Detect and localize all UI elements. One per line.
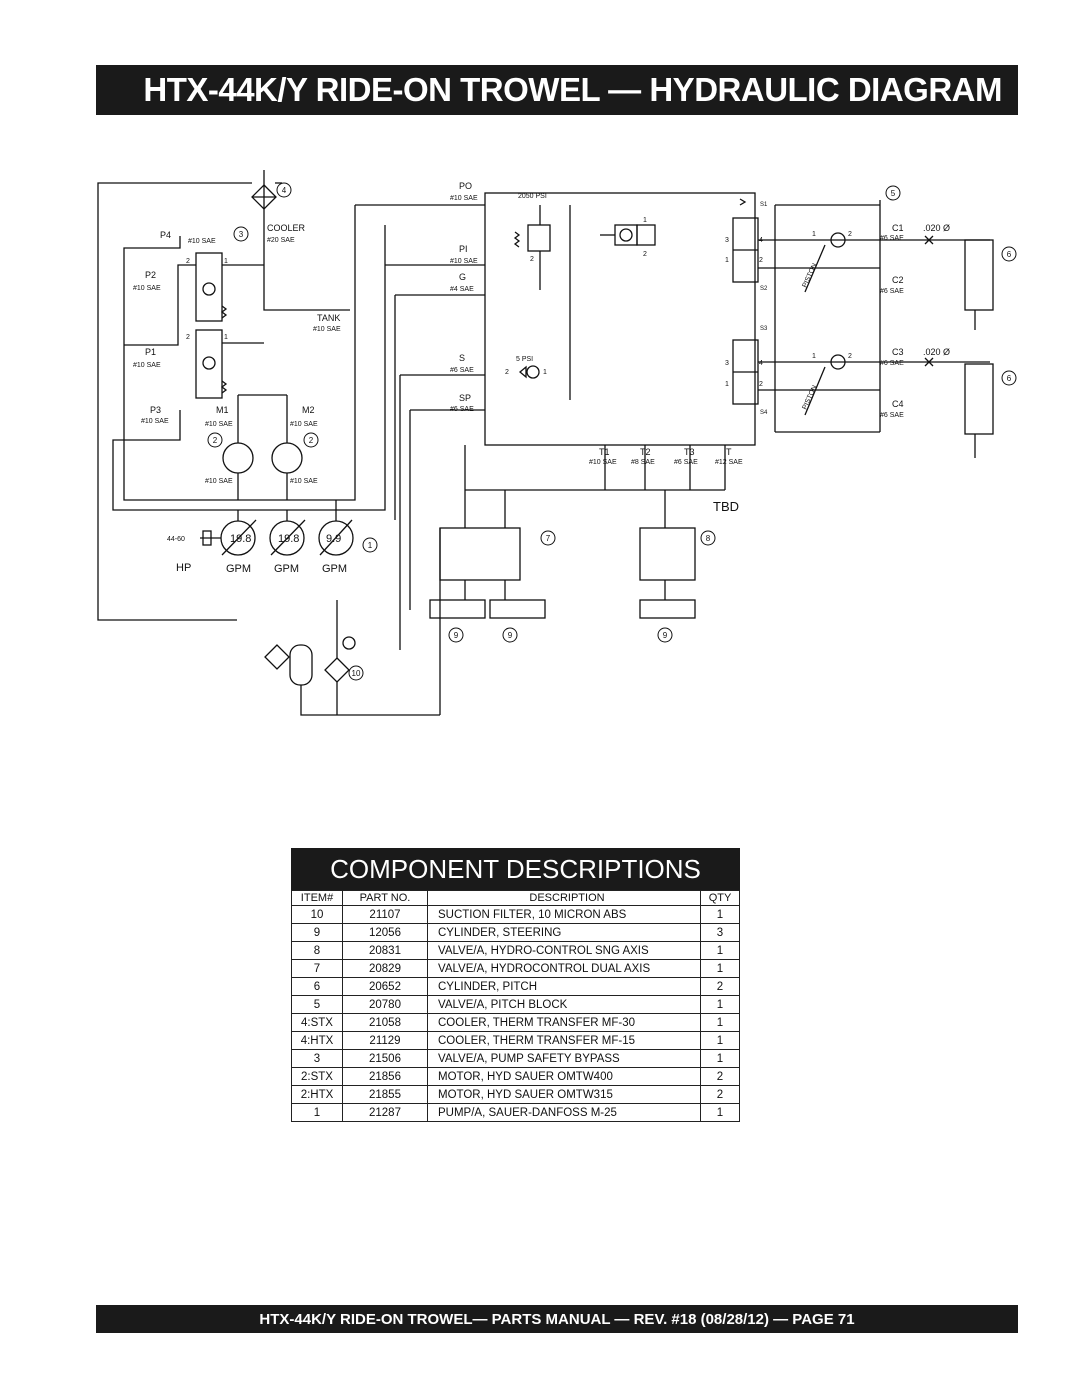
label-p2-sae: #10 SAE [133, 285, 161, 292]
description-cell: MOTOR, HYD SAUER OMTW400 [428, 1068, 701, 1086]
svg-text:2: 2 [848, 231, 852, 238]
label-5psi: 5 PSI [516, 356, 534, 363]
component-descriptions-title [291, 848, 740, 890]
page-title: HTX-44K/Y RIDE-ON TROWEL — HYDRAULIC DIAGRAM [143, 71, 1002, 108]
suction-filter [325, 658, 349, 682]
label-c3: C3 [892, 347, 904, 357]
svg-text:2: 2 [759, 257, 763, 264]
part-number-cell: 21107 [343, 906, 428, 924]
motor-m2 [272, 443, 302, 473]
label-m2-bottom-sae: #10 SAE [290, 478, 318, 485]
table-row [292, 942, 740, 960]
label-c4-sae: #6 SAE [880, 412, 904, 419]
svg-text:1: 1 [643, 217, 647, 224]
svg-text:2: 2 [759, 381, 763, 388]
item-number-cell: 5 [292, 996, 343, 1014]
svg-text:1: 1 [543, 369, 547, 376]
item-number-cell: 10 [292, 906, 343, 924]
svg-text:2: 2 [643, 251, 647, 258]
table-header-row [292, 891, 740, 906]
label-tank: TANK [317, 313, 341, 323]
description-cell: PUMP/A, SAUER-DANFOSS M-25 [428, 1104, 701, 1122]
part-number-cell: 21855 [343, 1086, 428, 1104]
item-number-cell: 1 [292, 1104, 343, 1122]
label-m2: M2 [302, 405, 315, 415]
label-piston-2: PISTON [801, 384, 819, 411]
table-row [292, 978, 740, 996]
label-t-sae: #12 SAE [715, 459, 743, 466]
svg-text:2: 2 [505, 369, 509, 376]
description-cell: VALVE/A, HYDROCONTROL DUAL AXIS [428, 960, 701, 978]
quantity-cell: 2 [701, 1068, 740, 1086]
label-t2-sae: #8 SAE [631, 459, 655, 466]
label-c3-sae: #6 SAE [880, 360, 904, 367]
label-gpm2-unit: GPM [274, 563, 300, 575]
callout-3: 3 [238, 230, 244, 239]
label-2050psi: 2050 PSI [518, 193, 547, 200]
table-row [292, 924, 740, 942]
table-row [292, 1050, 740, 1068]
col-header-item: ITEM# [292, 891, 343, 906]
svg-text:3: 3 [725, 237, 729, 244]
item-number-cell: 3 [292, 1050, 343, 1068]
label-gpm3-value: 9.9 [326, 533, 342, 545]
label-c3-orifice: .020 Ø [923, 347, 951, 357]
svg-text:2: 2 [530, 256, 534, 263]
part-number-cell: 21856 [343, 1068, 428, 1086]
svg-text:3: 3 [725, 360, 729, 367]
label-tank-sae: #10 SAE [313, 326, 341, 333]
item-number-cell: 2:HTX [292, 1086, 343, 1104]
part-number-cell: 21506 [343, 1050, 428, 1068]
part-number-cell: 21058 [343, 1014, 428, 1032]
quantity-cell: 1 [701, 1032, 740, 1050]
label-c4: C4 [892, 399, 904, 409]
label-hp: HP [176, 562, 192, 574]
motor-m1 [223, 443, 253, 473]
label-s1: S1 [760, 202, 768, 208]
label-t3-sae: #6 SAE [674, 459, 698, 466]
label-t1: T1 [599, 447, 610, 457]
quantity-cell: 2 [701, 1086, 740, 1104]
label-s-sae: #6 SAE [450, 367, 474, 374]
hydrocontrol-dual-valve [440, 528, 520, 580]
svg-text:1: 1 [224, 334, 228, 341]
label-g: G [459, 272, 467, 282]
pitch-cylinder-1 [965, 240, 993, 310]
label-m1-bottom-sae: #10 SAE [205, 478, 233, 485]
item-number-cell: 2:STX [292, 1068, 343, 1086]
table-row [292, 1086, 740, 1104]
callout-1: 1 [367, 541, 373, 550]
description-cell: VALVE/A, HYDRO-CONTROL SNG AXIS [428, 942, 701, 960]
valve-block [196, 253, 222, 321]
description-cell: VALVE/A, PUMP SAFETY BYPASS [428, 1050, 701, 1068]
table-row [292, 1104, 740, 1122]
steering-cylinder [430, 600, 485, 618]
label-t2: T2 [640, 447, 651, 457]
callout-6: 6 [1006, 250, 1012, 259]
label-gpm2-value: 19.8 [278, 533, 300, 545]
table-row [292, 1014, 740, 1032]
table-row [292, 996, 740, 1014]
callout-7: 7 [545, 534, 551, 543]
label-p1: P1 [145, 347, 157, 357]
label-c2: C2 [892, 275, 904, 285]
label-t1-sae: #10 SAE [589, 459, 617, 466]
label-po-sae: #10 SAE [450, 195, 478, 202]
label-c1-orifice: .020 Ø [923, 223, 951, 233]
quantity-cell: 1 [701, 942, 740, 960]
svg-text:1: 1 [812, 353, 816, 360]
item-number-cell: 8 [292, 942, 343, 960]
part-number-cell: 21287 [343, 1104, 428, 1122]
label-s3: S3 [760, 326, 768, 332]
part-number-cell: 20831 [343, 942, 428, 960]
item-number-cell: 4:HTX [292, 1032, 343, 1050]
label-gpm3-unit: GPM [322, 563, 348, 575]
page-footer [96, 1305, 1018, 1333]
label-gpm1-value: 19.8 [230, 533, 252, 545]
col-header-part: PART NO. [343, 891, 428, 906]
description-cell: MOTOR, HYD SAUER OMTW315 [428, 1086, 701, 1104]
part-number-cell: 20780 [343, 996, 428, 1014]
label-po: PO [459, 181, 473, 191]
label-c2-sae: #6 SAE [880, 288, 904, 295]
label-m2-sae: #10 SAE [290, 421, 318, 428]
label-p4: P4 [160, 230, 172, 240]
label-sp-sae: #6 SAE [450, 406, 474, 413]
quantity-cell: 1 [701, 1014, 740, 1032]
svg-text:2: 2 [186, 334, 190, 341]
item-number-cell: 9 [292, 924, 343, 942]
callout-10: 10 [351, 669, 361, 678]
pitch-cylinder-2 [965, 364, 993, 434]
callout-9: 9 [662, 631, 668, 640]
quantity-cell: 1 [701, 1104, 740, 1122]
svg-text:2: 2 [186, 258, 190, 265]
col-header-description: DESCRIPTION [428, 891, 701, 906]
label-p3: P3 [150, 405, 162, 415]
label-m1-sae: #10 SAE [205, 421, 233, 428]
svg-text:4: 4 [759, 360, 763, 367]
label-sp: SP [459, 393, 472, 403]
callout-5: 5 [890, 189, 896, 198]
part-number-cell: 12056 [343, 924, 428, 942]
description-cell: VALVE/A, PITCH BLOCK [428, 996, 701, 1014]
label-t: T [726, 447, 732, 457]
label-p4-sae: #10 SAE [188, 238, 216, 245]
description-cell: COOLER, THERM TRANSFER MF-15 [428, 1032, 701, 1050]
table-row [292, 906, 740, 924]
label-pi: PI [459, 244, 468, 254]
item-number-cell: 4:STX [292, 1014, 343, 1032]
description-cell: COOLER, THERM TRANSFER MF-30 [428, 1014, 701, 1032]
label-cooler: COOLER [267, 223, 306, 233]
steering-cylinder [490, 600, 545, 618]
table-row [292, 1068, 740, 1086]
quantity-cell: 2 [701, 978, 740, 996]
part-number-cell: 21129 [343, 1032, 428, 1050]
hydrocontrol-single-valve [640, 528, 695, 580]
label-hp-value: 44-60 [167, 536, 185, 543]
label-s4: S4 [760, 410, 768, 416]
quantity-cell: 1 [701, 1050, 740, 1068]
col-header-qty: QTY [701, 891, 740, 906]
label-s2: S2 [760, 286, 768, 292]
label-piston-1: PISTON [801, 262, 819, 289]
description-cell: CYLINDER, PITCH [428, 978, 701, 996]
callout-9: 9 [453, 631, 459, 640]
quantity-cell: 3 [701, 924, 740, 942]
callout-6: 6 [1006, 374, 1012, 383]
label-p2: P2 [145, 270, 157, 280]
label-c1-sae: #6 SAE [880, 235, 904, 242]
quantity-cell: 1 [701, 906, 740, 924]
valve-block [196, 330, 222, 398]
label-m1: M1 [216, 405, 229, 415]
callout-8: 8 [705, 534, 711, 543]
label-cooler-sae: #20 SAE [267, 237, 295, 244]
description-cell: CYLINDER, STEERING [428, 924, 701, 942]
footer-text: HTX-44K/Y RIDE-ON TROWEL— PARTS MANUAL — REV. #18 (08/28/12) — PAGE 71 [259, 1310, 855, 1328]
label-gpm1-unit: GPM [226, 563, 252, 575]
svg-text:2: 2 [848, 353, 852, 360]
reservoir-tank [290, 645, 312, 685]
component-title-text: COMPONENT DESCRIPTIONS [330, 853, 701, 884]
quantity-cell: 1 [701, 996, 740, 1014]
label-p3-sae: #10 SAE [141, 418, 169, 425]
component-table [291, 890, 740, 1122]
label-t3: T3 [684, 447, 695, 457]
item-number-cell: 6 [292, 978, 343, 996]
quantity-cell: 1 [701, 960, 740, 978]
callout-2: 2 [308, 436, 314, 445]
table-row [292, 960, 740, 978]
label-g-sae: #4 SAE [450, 286, 474, 293]
label-tbd: TBD [713, 499, 739, 514]
main-valve-block [485, 193, 755, 445]
label-p1-sae: #10 SAE [133, 362, 161, 369]
steering-cylinder [640, 600, 695, 618]
callout-4: 4 [281, 186, 287, 195]
description-cell: SUCTION FILTER, 10 MICRON ABS [428, 906, 701, 924]
svg-text:1: 1 [725, 381, 729, 388]
table-row [292, 1032, 740, 1050]
callout-2: 2 [212, 436, 218, 445]
svg-text:1: 1 [812, 231, 816, 238]
svg-text:4: 4 [759, 237, 763, 244]
label-c1: C1 [892, 223, 904, 233]
svg-text:1: 1 [224, 258, 228, 265]
part-number-cell: 20652 [343, 978, 428, 996]
part-number-cell: 20829 [343, 960, 428, 978]
callout-9: 9 [507, 631, 513, 640]
svg-text:1: 1 [725, 257, 729, 264]
item-number-cell: 7 [292, 960, 343, 978]
label-pi-sae: #10 SAE [450, 258, 478, 265]
label-s: S [459, 353, 466, 363]
